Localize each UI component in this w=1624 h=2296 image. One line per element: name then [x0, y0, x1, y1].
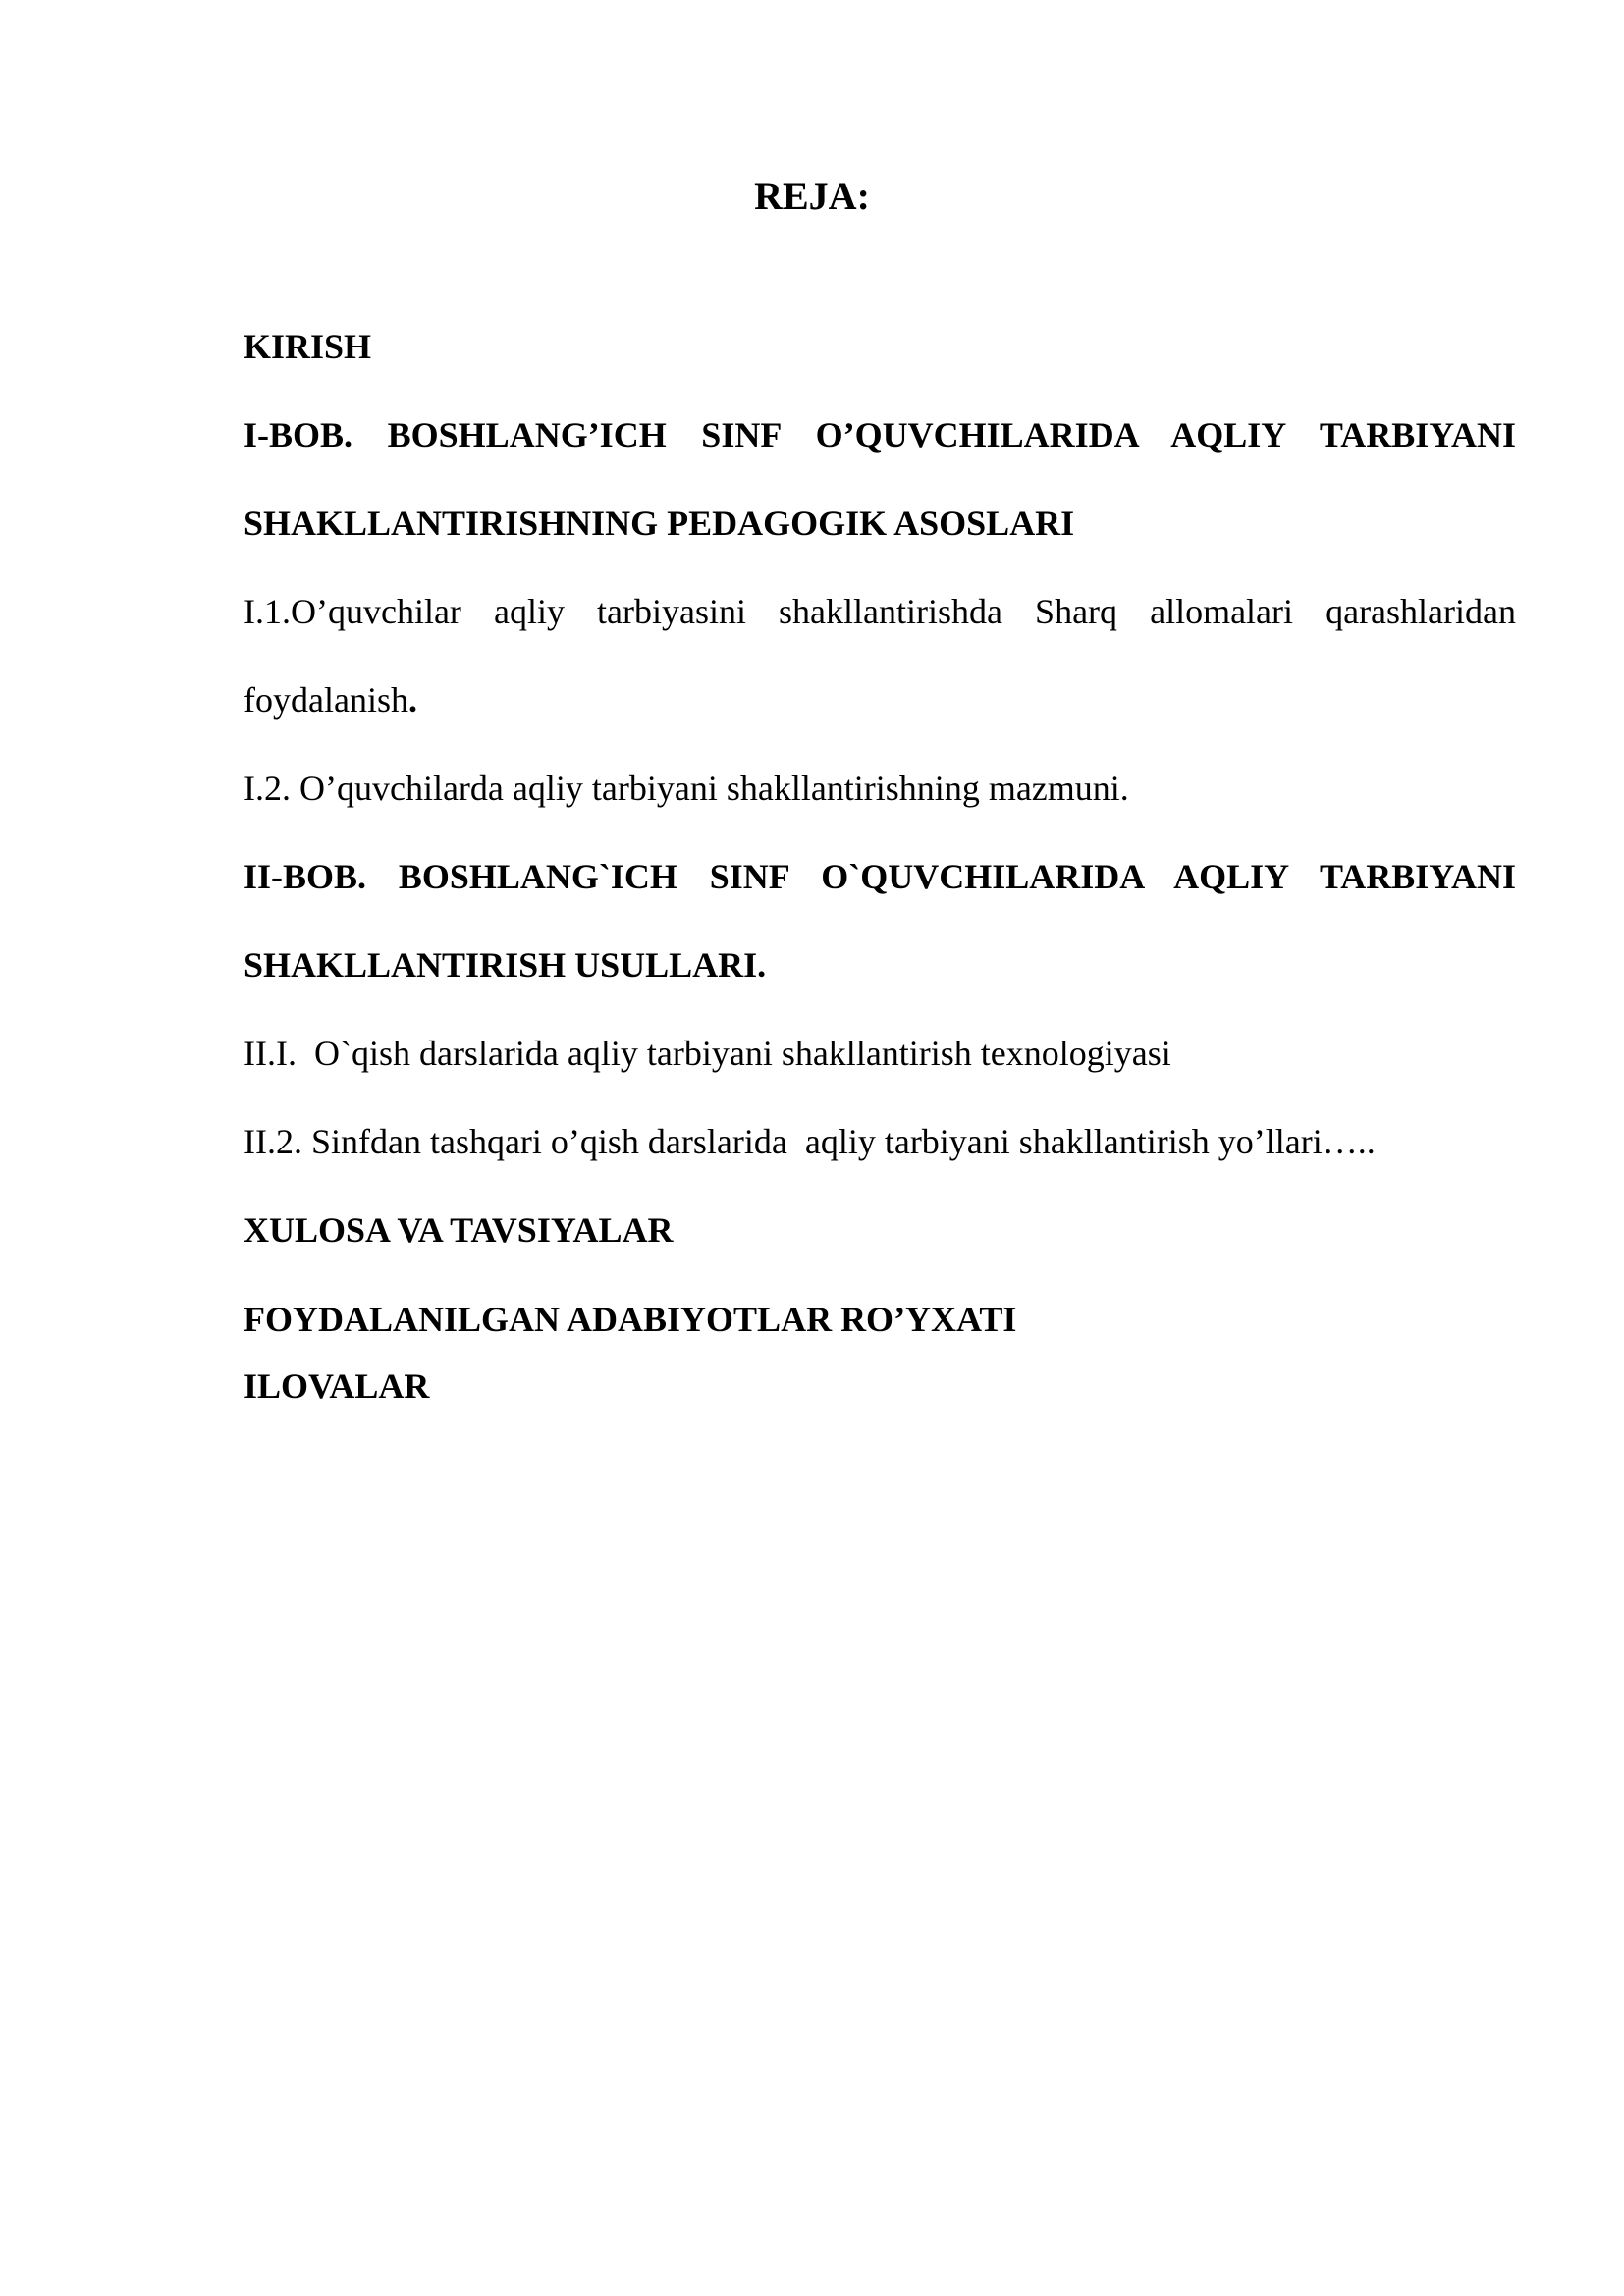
toc-entry-section-1-1-line-1: I.1.O’quvchilar aqliy tarbiyasini shakllantirishda Sharq allomalari qarashlaridan	[244, 592, 1516, 631]
toc-entry-chapter-1	[244, 391, 1516, 567]
toc-entry-section-2-1: II.I. O`qish darslarida aqliy tarbiyani shakllantirish texnologiyasi	[244, 1034, 1171, 1073]
toc-entry-section-1-1-line-2-text: foydalanish	[244, 680, 408, 720]
toc-entry-chapter-1-line-2: SHAKLLANTIRISHNING PEDAGOGIK ASOSLARI	[244, 504, 1075, 543]
toc-entry-appendices: ILOVALAR	[244, 1366, 430, 1406]
toc-entry-chapter-2-line-2: SHAKLLANTIRISH USULLARI.	[244, 945, 767, 985]
toc-entry-introduction: KIRISH	[244, 327, 372, 366]
toc-entry-conclusion: XULOSA VA TAVSIYALAR	[244, 1210, 674, 1250]
toc-entry-section-1-1-line-2-period: .	[407, 680, 417, 720]
toc-entry-section-1-2: I.2. O’quvchilarda aqliy tarbiyani shakllantirishning mazmuni.	[244, 769, 1129, 808]
toc-entry-chapter-1-line-1: I-BOB. BOSHLANG’ICH SINF O’QUVCHILARIDA AQLIY TARBIYANI	[244, 415, 1516, 454]
toc-entry-references: FOYDALANILGAN ADABIYOTLAR RO’YXATI	[244, 1300, 1017, 1339]
toc-entry-chapter-2-line-1: II-BOB. BOSHLANG`ICH SINF O`QUVCHILARIDA AQLIY TARBIYANI	[244, 857, 1516, 896]
page-title: REJA:	[754, 174, 870, 218]
toc-entry-section-1-1-line-2	[244, 656, 1516, 744]
toc-entry-section-1-1	[244, 567, 1516, 744]
table-of-contents	[244, 302, 1516, 1419]
toc-entry-chapter-2	[244, 832, 1516, 1009]
toc-entry-section-2-2: II.2. Sinfdan tashqari o’qish darslarida aqliy tarbiyani shakllantirish yo’llari…..	[244, 1122, 1376, 1161]
